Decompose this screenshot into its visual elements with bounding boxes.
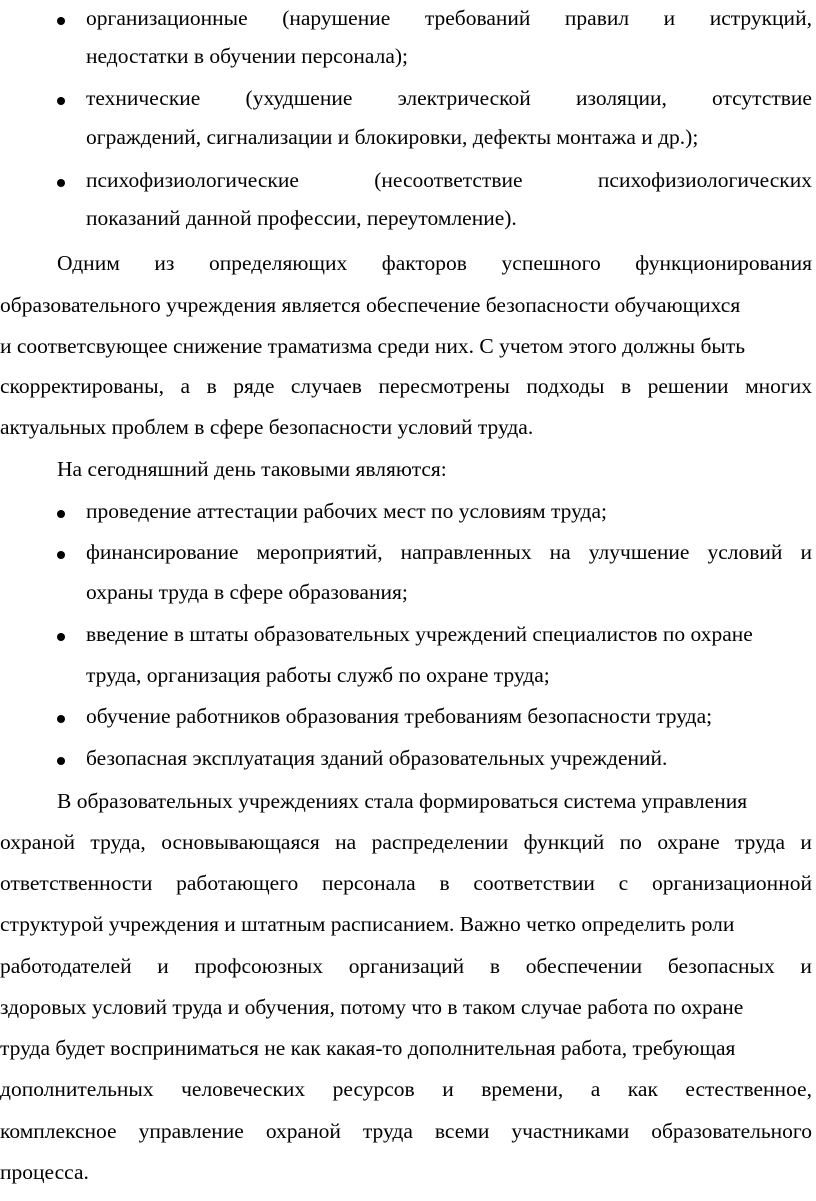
word: на [335,830,357,854]
paragraph-line [0,832,812,854]
word: охраной [265,1119,341,1143]
bullet-icon [57,17,65,25]
word: определяющих [208,251,348,275]
word: скорректированы, [0,374,164,398]
bullet-icon [57,179,65,187]
word: охране [657,830,720,854]
bullet-item-line: показаний данной профессии, переутомление). [86,206,517,230]
word: иструкций, [709,6,812,30]
word: (ухудшение [245,86,353,110]
bullet-item-line: ограждений, сигнализации и блокировки, дефекты монтажа и др.); [86,125,699,149]
paragraph-line [0,873,812,895]
word: направленных [400,540,532,564]
word: Одним [57,251,120,275]
paragraph-line [0,376,812,398]
word: случаев [290,374,362,398]
paragraph-line [0,1121,812,1143]
word: правил [564,6,630,30]
word: решении [647,374,729,398]
paragraph-line: В образовательных учреждениях стала формироваться система управления [57,789,748,813]
word: и [800,540,812,564]
word: участниками [511,1119,630,1143]
bullet-icon [57,633,65,641]
paragraph-line [0,956,812,978]
word: ответственности [0,871,153,895]
paragraph-line: актуальных проблем в сфере безопасности условий труда. [0,415,534,439]
word: в [439,871,450,895]
word: по [619,830,642,854]
word: комплексное [0,1119,117,1143]
bullet-item-line: безопасная эксплуатация зданий образовательных учреждений. [86,746,668,770]
word: безопасных [667,954,775,978]
word: и [157,954,169,978]
bullet-item-line: проведение аттестации рабочих мест по условиям труда; [86,499,607,523]
bullet-item-line: охраны труда в сфере образования; [86,580,408,604]
bullet-icon [57,757,65,765]
bullet-item-line: обучение работников образования требованиям безопасности труда; [86,704,713,728]
paragraph-line [0,1079,812,1101]
word: распределении [371,830,509,854]
word: а [180,374,191,398]
word: труда, [90,830,146,854]
word: в [489,954,501,978]
word: требований [424,6,531,30]
word: профсоюзных [194,954,324,978]
bullet-icon [57,97,65,105]
word: ряде [233,374,275,398]
paragraph-line: труда будет восприниматься не как какая-то дополнительная работа, требующая [0,1036,736,1060]
bullet-item-line [86,88,812,110]
word: психофизиологических [597,168,812,192]
word: охраной [0,830,76,854]
bullet-item-line: труда, организация работы служб по охране труда; [86,663,550,687]
word: работодателей [0,954,132,978]
word: (несоответствие [374,168,523,192]
word: организационные [86,6,248,30]
word: успешного [501,251,601,275]
word: функционирования [635,251,812,275]
word: подходы [526,374,605,398]
paragraph-line: и соответсвующее снижение траматизма среди них. С учетом этого должны быть [0,334,746,358]
bullet-icon [57,551,65,559]
word: финансирование [86,540,239,564]
bullet-item-line [86,542,812,564]
word: отсутствие [712,86,812,110]
word: условий [707,540,783,564]
word: всеми [434,1119,490,1143]
word: образовательного [651,1119,812,1143]
word: как [627,1077,658,1101]
word: технические [86,86,201,110]
word: работающего [176,871,299,895]
paragraph-line: процесса. [0,1160,89,1184]
bullet-item-line: введение в штаты образовательных учреждений специалистов по охране [86,622,753,646]
paragraph-line: образовательного учреждения является обеспечение безопасности обучающихся [0,293,741,317]
bullet-icon [57,715,65,723]
word: а [590,1077,601,1101]
word: (нарушение [282,6,391,30]
word: дополнительных [0,1077,154,1101]
word: функций [523,830,605,854]
word: улучшение [588,540,690,564]
word: ресурсов [332,1077,415,1101]
bullet-item-line [86,170,812,192]
word: персонала [322,871,416,895]
word: и [800,830,812,854]
bullet-item-line [86,8,812,30]
word: обеспечении [525,954,643,978]
word: и [800,954,812,978]
word: факторов [381,251,467,275]
word: управление [138,1119,244,1143]
word: организаций [348,954,465,978]
word: человеческих [181,1077,306,1101]
word: из [154,251,175,275]
word: с [618,871,629,895]
word: в [620,374,632,398]
word: многих [745,374,812,398]
word: электрической [397,86,531,110]
word: психофизиологические [86,168,299,192]
word: соответствии [473,871,595,895]
paragraph-line: здоровых условий труда и обучения, потому что в таком случае работа по охране [0,995,744,1019]
word: труда [362,1119,413,1143]
word: в [206,374,217,398]
word: на [549,540,571,564]
intro-line: На сегодняшний день таковыми являются: [57,457,447,481]
word: изоляции, [575,86,667,110]
word: и [442,1077,454,1101]
word: и [663,6,676,30]
word: основывающаяся [161,830,320,854]
bullet-icon [57,510,65,518]
word: организационной [652,871,812,895]
word: естественное, [685,1077,812,1101]
word: времени, [481,1077,564,1101]
paragraph-line: структурой учреждения и штатным расписанием. Важно четко определить роли [0,912,735,936]
word: труда [735,830,786,854]
paragraph-line [57,253,812,275]
bullet-item-line: недостатки в обучении персонала); [86,44,409,68]
word: мероприятий, [256,540,383,564]
word: пересмотрены [378,374,510,398]
